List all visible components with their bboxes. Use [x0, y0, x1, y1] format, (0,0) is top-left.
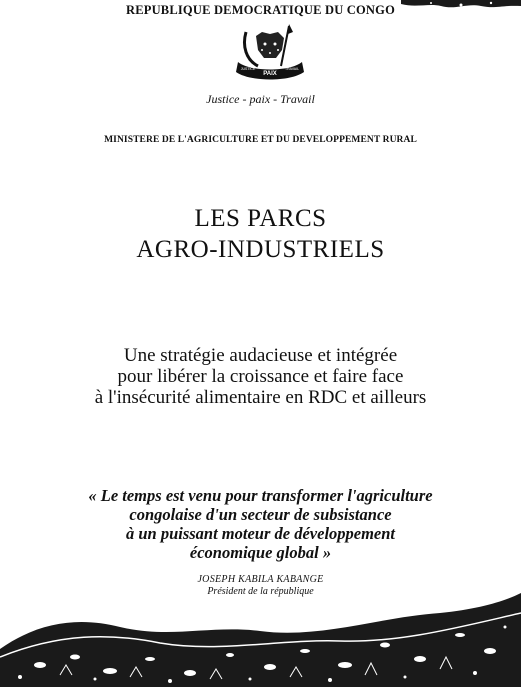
title-line-1: LES PARCS [194, 205, 327, 232]
subtitle-line-2: pour libérer la croissance et faire face [117, 366, 404, 387]
subtitle-line-1: Une stratégie audacieuse et intégrée [123, 345, 398, 366]
national-motto: Justice - paix - Travail [206, 92, 315, 106]
ministry-name: MINISTERE DE L'AGRICULTURE ET DU DEVELOPPEMENT RURAL [104, 135, 417, 145]
presidential-quote [0, 486, 521, 562]
emblem-banner-right: TRAVAIL [284, 67, 300, 71]
quote-line-4: économique global » [189, 543, 332, 562]
quote-line-1: « Le temps est venu pour transformer l'agriculture [88, 486, 433, 505]
country-name: REPUBLIQUE DEMOCRATIQUE DU CONGO [125, 3, 396, 17]
author-name: JOSEPH KABILA KABANGE [197, 574, 324, 585]
subtitle-line-3: à l'insécurité alimentaire en RDC et ailleurs [94, 387, 427, 408]
emblem-banner-left: JUSTICE [240, 67, 256, 71]
document-title [0, 203, 521, 265]
quote-line-2: congolaise d'un secteur de subsistance [129, 505, 392, 524]
document-subtitle [0, 345, 521, 408]
author-role: Président de la république [207, 586, 314, 597]
coat-of-arms-icon [232, 22, 308, 88]
bottom-vegetation-decoration [0, 587, 521, 687]
quote-line-3: à un puissant moteur de développement [125, 524, 396, 543]
emblem-banner-center: PAIX [263, 71, 277, 77]
title-line-2: AGRO-INDUSTRIELS [136, 236, 385, 263]
